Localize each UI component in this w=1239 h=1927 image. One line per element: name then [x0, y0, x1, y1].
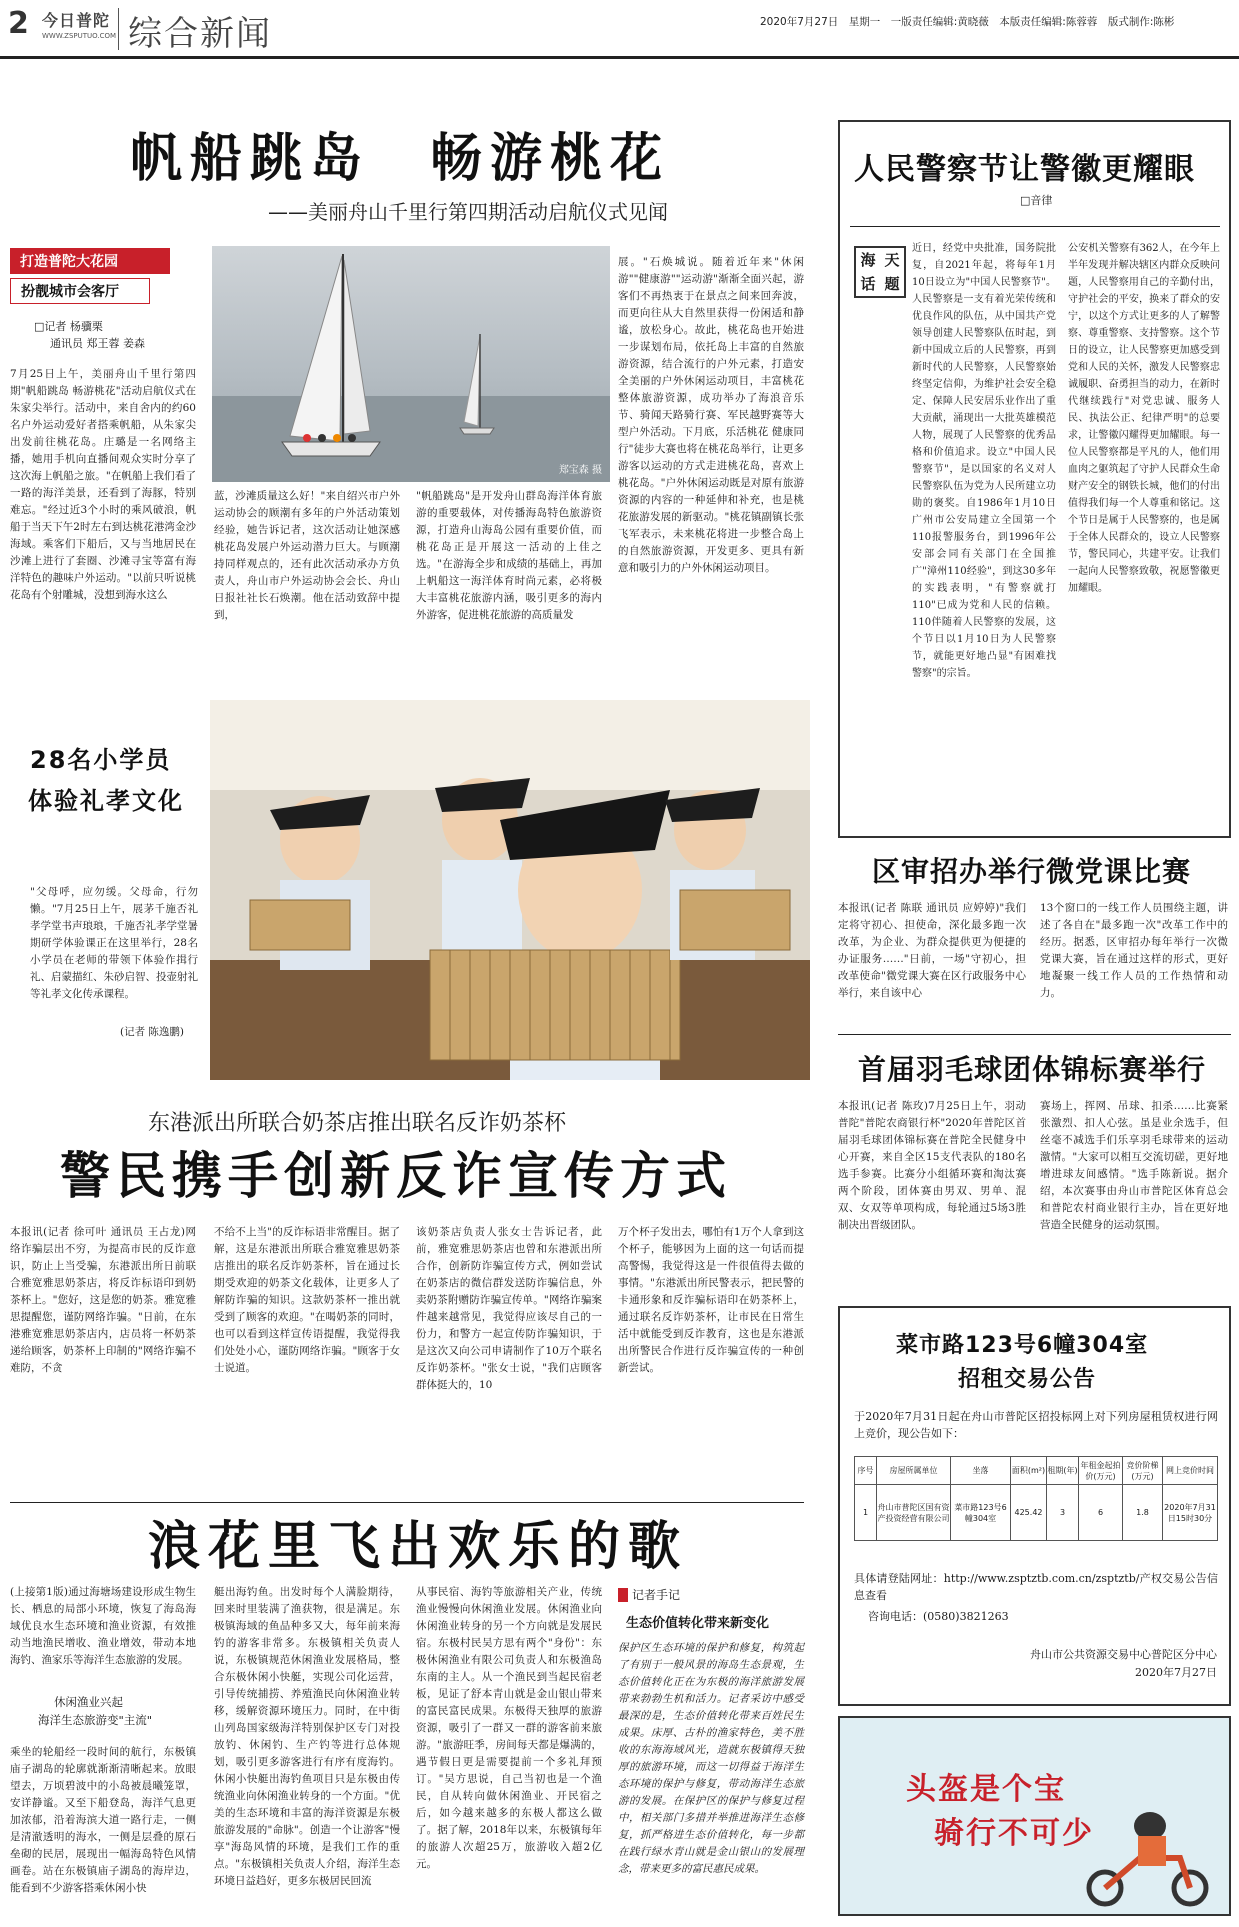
waves-col-1b: 乘坐的轮船经一段时间的航行，东极镇庙子湖岛的轮廓就渐渐清晰起来。放眼望去，万顷碧波中的小岛被晨曦笼罩，安详静谧。又至下船登岛，海洋气息更加浓郁，沿着海滨大道一路行走，一侧是清澈透明的海水，一侧是层叠的原石垒砌的民居，展现出一幅海岛特色风情画卷。站在东极镇庙子湖岛的海岸边，能看到不少游客搭乘休闲小快 [10, 1746, 196, 1894]
sail-headline: 帆船跳岛 畅游桃花 [130, 129, 671, 189]
sailboat-image [212, 246, 610, 482]
sail-col-2: 蓝，沙滩质量这么好！"来自绍兴市户外运动协会的顾潮有多年的户外活动策划经验，她告诉记者，这次活动让她深感桃花岛发展户外运动潜力巨大。与顾潮持同样观点的，还有此次活动承办方负责人，舟山市户外运动协会会长、舟山日报社社长石焕潮。他在活动致辞中提到， [214, 490, 400, 621]
notice-table [854, 1456, 1218, 1541]
paper-name-logo: 今日普陀 [42, 11, 111, 30]
sail-tag [10, 248, 170, 304]
police-col-2: 公安机关警察有362人，在今年上半年发现并解决辖区内群众反映问题，人民警察用自己的辛勤付出，守护社会的平安，换来了群众的安宁，以这个方式让更多的人了解警察、尊重警察、支持警察。这个节日的设立，让人民警察更加感受到党和人民的关怀，激发人民警察忠诚履职、奋勇担当的动力，在新时代继续践行"对党忠诚、服务人民、执法公正、纪律严明"的总要求，让警徽闪耀得更加耀眼。每一位人民警察都是平凡的人，他们用血肉之躯筑起了守护人民群众生命财产安全的钢铁长城，他们的付出值得我们每一个人尊重和铭记。这个节日是属于人民警察的，也是属于全体人民群众的，设立人民警察节，警民同心，共建平安。让我们一起向人民警察致敬，祝愿警徽更加耀眼。 [1068, 243, 1220, 594]
kids-text: "父母呼，应勿缓。父母命，行勿懒。"7月25日上午，展茅千施否礼孝学堂书声琅琅，千施否礼孝学堂暑期研学体验课正在这里举行，28名小学员在老师的带领下体验作揖行礼、启蒙描红、朱砂启智、投壶射礼等礼孝文化传承课程。 [30, 886, 198, 1000]
sail-subtitle: ——美丽舟山千里行第四期活动启航仪式见闻 [268, 200, 668, 224]
sail-photo-credit: 郑宝森 摄 [558, 465, 602, 476]
reporter-note-label [618, 1586, 680, 1603]
stamp-char-3: 话 [860, 275, 876, 293]
notice-table-header [855, 1457, 1218, 1485]
kids-headline-2: 体验礼孝文化 [28, 787, 184, 815]
notice-issuer: 舟山市公共资源交易中心普陀区分中心 [1030, 1648, 1217, 1661]
party-col-2: 13个窗口的一线工作人员围绕主题，讲述了各自在"最多跑一次"改革工作中的经历。据悉，区审招办每年举行一次微党课大赛，旨在通过这样的形式，更好地凝聚一线工作人员的工作热情和动力。 [1040, 902, 1228, 999]
masthead-divider [118, 8, 119, 50]
notice-title-2: 招租交易公告 [958, 1367, 1097, 1392]
masthead-info: 2020年7月27日 星期一 一版责任编辑:黄晓薇 本版责任编辑:陈蓉蓉 版式制作:陈彬 [760, 16, 1175, 28]
column-stamp [854, 246, 906, 298]
milktea-col-2: 不给不上当"的反诈标语非常醒目。据了解，这是东港派出所联合雅宽雅思奶茶店推出的联名反诈奶茶杯，旨在通过长期受欢迎的奶茶文化载体，让更多人了解防诈骗的知识。这款奶茶杯一推出就受到了顾客的欢迎。"在喝奶茶的同时，也可以看到这样宣传语提醒，我觉得我们处处小心，谨防网络诈骗。"顾客于女士说道。 [214, 1226, 400, 1374]
waves-rule-top [10, 1502, 804, 1503]
badminton-col-1: 本报讯(记者 陈玫)7月25日上午，羽动普陀"普陀农商银行杯"2020年普陀区首届羽毛球团体锦标赛在普陀全民健身中心开赛，来自全区15支代表队的180名选手参赛。比赛分小组循环赛和淘汰赛两个阶段，团体赛由男双、男单、混双、女双等单项构成，每轮通过5场3胜制决出晋级团队。 [838, 1100, 1026, 1231]
row-step: 1.8 [1123, 1485, 1163, 1541]
badminton-col-2: 赛场上，挥网、吊球、扣杀……比赛紧张激烈、扣人心弦。虽是业余选手，但丝毫不减选手们乐享羽毛球带来的运动激情。"大家可以相互交流切磋，更好地增进球友间感情。"选手陈新说。据介绍，本次赛事由舟山市普陀区体育总会和普陀农村商业银行主办，旨在更好地营造全民健身的运动氛围。 [1040, 1100, 1228, 1231]
row-rent: 6 [1079, 1485, 1123, 1541]
col-area: 面积(m²) [1011, 1457, 1047, 1485]
rental-notice-box [838, 1306, 1231, 1706]
stamp-char-1: 海 [860, 251, 876, 269]
row-location: 菜市路123号6幢304室 [951, 1485, 1011, 1541]
col-rent: 年租金起拍价(万元) [1079, 1457, 1123, 1485]
waves-headline: 浪花里飞出欢乐的歌 [148, 1517, 689, 1577]
sail-tag-line2: 扮靓城市会客厅 [10, 278, 150, 304]
milktea-headline: 警民携手创新反诈宣传方式 [60, 1147, 732, 1205]
kids-photo [210, 700, 810, 1080]
note-marker [618, 1588, 628, 1602]
stamp-char-2: 天 [884, 251, 900, 269]
masthead-rule [0, 56, 1239, 59]
row-owner: 舟山市普陀区国有资产投资经营有限公司 [877, 1485, 951, 1541]
milktea-col-3: 该奶茶店负责人张女士告诉记者，此前，雅宽雅思奶茶店也曾和东港派出所合作，创新防诈骗宣传方式，例如尝试在奶茶店的微信群发送防诈骗信息，外卖奶茶附赠防诈骗宣传单。"网络诈骗案件越来越常见，我觉得应该尽自己的一份力，和警方一起宣传防诈骗知识，于是这次又向公司申请制作了10万个联名反诈奶茶杯。"张女士说，"我们店顾客群体挺大的，10 [416, 1226, 602, 1391]
ad-line-2: 骑行不可少 [934, 1816, 1094, 1851]
row-index: 1 [855, 1485, 877, 1541]
milktea-col-4: 万个杯子发出去，哪怕有1万个人拿到这个杯子，能够因为上面的这一句话而提高警惕，我觉得这是一件很值得去做的事情。"东港派出所民警表示，把民警的卡通形象和反诈骗标语印在奶茶杯上，通过联名反诈奶茶杯，让市民在日常生活中就能受到反诈教育，这也是东港派出所警民合作进行反诈骗宣传的一种创新尝试。 [618, 1226, 804, 1374]
badminton-headline: 首届羽毛球团体锦标赛举行 [858, 1053, 1207, 1086]
kids-byline: (记者 陈逸鹏) [120, 1026, 185, 1038]
waves-col-3: 从事民宿、海钓等旅游相关产业，传统渔业慢慢向休闲渔业发展。休闲渔业向休闲渔业转身的另一个方向就是发展民宿。东极村民吴方思有两个"身份"：东极休闲渔业有限公司负责人和东极渔岛东南的主人。从一个渔民到当起民宿老板，见证了舒本青山就是金山银山带来的富民富民成果。东极得天独厚的旅游资源，吸引了一群又一群的游客前来旅游。"旅游旺季，房间每天都是爆满的，遇节假日更是需要提前一个多礼拜预订。"吴方思说，自己当初也是一个渔民，自从转向做休闲渔业、开民宿之后，如今越来越多的东极人都这么做了。据了解，2018年以来，东极镇每年的旅游人次超25万，旅游收入超2亿元。 [416, 1586, 602, 1870]
sail-byline-1: □记者 杨骥栗 [34, 320, 103, 333]
stamp-char-4: 题 [884, 275, 900, 293]
police-rule [850, 226, 1220, 227]
milktea-kicker: 东港派出所联合奶茶店推出联名反诈奶茶杯 [148, 1111, 567, 1136]
col-term: 租期(年) [1047, 1457, 1079, 1485]
kids-headline-1: 28名小学员 [30, 746, 172, 774]
party-rule [838, 1034, 1231, 1035]
notice-date: 2020年7月27日 [1135, 1666, 1217, 1679]
party-headline: 区审招办举行微党课比赛 [872, 855, 1192, 888]
waves-col-2: 艇出海钓鱼。出发时每个人满脸期待，回来时里装满了渔获物，很是满足。东极镇海域的鱼品种多又大，每年前来海钓的游客非常多。东极镇相关负责人说，东极镇规范休闲渔业发展格局，整合东极休闲小快艇，实现公司化运营，引导传统捕捞、养殖渔民向休闲渔业转移，缓解资源环境压力。同时，在中街山列岛国家级海洋特别保护区专门对投放钓、休闲钓、生产钓等进行总体规划，吸引更多游客进行有序有度海钓。休闲小快艇出海钓鱼项目只是东极由传统渔业向休闲渔业转身的一个方面。"优美的生态环境和丰富的海洋资源是东极旅游发展的"命脉"。创造一个让游客"慢享"海岛风情的环境，是我们工作的重点。"东极镇相关负责人介绍，海洋生态环境日益趋好，更多东极居民回流 [214, 1586, 400, 1887]
police-col-1b [854, 310, 1056, 820]
page-number: 2 [8, 6, 29, 41]
helmet-ad [838, 1716, 1231, 1916]
sail-tag-line1: 打造普陀大花园 [10, 248, 170, 274]
notice-intro: 于2020年7月31日起在舟山市普陀区招投标网上对下列房屋租赁权进行网上竞价，现公告如下： [854, 1410, 1218, 1440]
col-index: 序号 [855, 1457, 877, 1485]
row-term: 3 [1047, 1485, 1079, 1541]
students-image [210, 700, 810, 1080]
row-time: 2020年7月31日15时30分 [1163, 1485, 1218, 1541]
col-owner: 房屋所属单位 [877, 1457, 951, 1485]
section-title: 综合新闻 [128, 14, 272, 54]
waves-subhead-1: 休闲渔业兴起 [54, 1695, 123, 1709]
table-row [855, 1485, 1218, 1541]
notice-contact-url[interactable]: 具体请登陆网址：http://www.zsptztb.com.cn/zsptztb/产权交易公告信息查看 [854, 1572, 1218, 1602]
row-area: 425.42 [1011, 1485, 1047, 1541]
police-byline: □音律 [1020, 194, 1053, 207]
ad-line-1: 头盔是个宝 [906, 1772, 1066, 1807]
sail-col-4: 展。"石焕城说。随着近年来"休闲游""健康游""运动游"渐渐全面兴起，游客们不再热衷于在景点之间来回奔波，而更向往从大自然里获得一份闲适和静谧，放松身心。故此，桃花岛也开始进一步谋划布局，依托岛上丰富的自然旅游资源，结合流行的户外元素，打造安全美丽的户外休闲运动项目，丰富桃花整体旅游资源，成功举办了海浪音乐节、骑闻天路骑行赛、军民越野赛等大型户外活动。下月底，乐活桃花 健康同行"徒步大赛也将在桃花岛举行，让更多游客以运动的方式走进桃花岛，喜欢上桃花岛。"户外休闲运动既是对原有旅游资源的内容的一种延伸和补充，也是桃花旅游发展的新驱动。"桃花镇副镇长张飞军表示，未来桃花将进一步整合岛上的自然旅游资源，开发更多、更具有新意和吸引力的户外休闲运动项目。 [618, 256, 804, 574]
paper-site: WWW.ZSPUTUO.COM [42, 32, 117, 40]
sail-byline-2: 通讯员 郑王蓉 姜森 [50, 337, 145, 350]
police-headline: 人民警察节让警徽更耀眼 [854, 152, 1195, 187]
col-location: 坐落 [951, 1457, 1011, 1485]
waves-col-1: (上接第1版)通过海塘场建设形成生物生长、栖息的局部小环境，恢复了海岛海域优良水生态环境和渔业资源，有效推动当地渔民增收、渔业增效，带动本地海钓、渔家乐等海洋生态旅游的发展。 [10, 1586, 196, 1666]
col-step: 竞价阶梯(万元) [1123, 1457, 1163, 1485]
waves-subhead-2: 海洋生态旅游变"主流" [38, 1713, 153, 1727]
sail-photo [212, 246, 610, 482]
note-label-text: 记者手记 [632, 1588, 681, 1602]
milktea-col-1: 本报讯(记者 徐可叶 通讯员 王占龙)网络诈骗层出不穷，为提高市民的反诈意识，防止上当受骗，东港派出所日前联合雅宽雅思奶茶店，将反诈标语印到奶茶杯上。"您好，这是您的奶茶。雅宽雅思提醒您，谨防网络诈骗。"日前，在东港雅宽雅思奶茶店内，店员将一杯奶茶递给顾客，奶茶杯上印制的"网络诈骗不难防，不贪 [10, 1226, 196, 1374]
masthead [0, 0, 1239, 58]
notice-title-1: 菜市路123号6幢304室 [896, 1333, 1149, 1358]
police-col-1: 近日，经党中央批准，国务院批复，自2021年起，将每年1月10日设立为"中国人民警察节"。人民警察是一支有着光荣传统和优良作风的队伍，从中国共产党领导创建人民警察队伍时起，到新中国成立后的人民警察，再到新时代的人民警察，人民警察始终坚定信仰，为维护社会安全稳定、保障人民安居乐业作出了重大贡献，涌现出一大批英雄模范人物，展现了人民警察的优秀品格和价值追求。设立"中国人民警察节"，是以国家的名义对人民警察队伍为党为人民所建立功勋的褒奖。自1986年1月10日广州市公安局建立全国第一个110报警服务台，到1996年公安部会同有关部门在全国推广"漳州110经验"，到这30多年的实践表明，"有警察就打110"已成为党和人民的信赖。110伴随着人民警察的发展，这个节日以1月10日为人民警察节，就能更好地凸显"有困难找警察"的宗旨。 [912, 243, 1056, 679]
party-col-1: 本报讯(记者 陈联 通讯员 应婷婷)"我们定将守初心、担使命，深化最多跑一次改革，为企业、为群众提供更为便捷的办证服务……"日前，一场"守初心，担改革使命"微党课大赛在区行政服务中心举行，来自该中心 [838, 902, 1026, 999]
sail-col-3: "帆船跳岛"是开发舟山群岛海洋体育旅游的重要载体，对传播海岛特色旅游资源，打造舟山海岛公园有重要价值，而桃花岛正是开展这一活动的上佳之选。"在游海全步和成绩的基础上，再加上帆船这一海洋体育时尚元素，必将极大丰富桃花旅游内涵，吸引更多的海内外游客，促进桃花旅游的高质量发 [416, 490, 602, 621]
police-day-box [838, 120, 1231, 838]
note-title: 生态价值转化带来新变化 [626, 1616, 770, 1631]
col-time: 网上竞价时间 [1163, 1457, 1218, 1485]
notice-phone: 咨询电话：(0580)3821263 [868, 1610, 1009, 1623]
sail-col-1: 7月25日上午，美丽舟山千里行第四期"帆船跳岛 畅游桃花"活动启航仪式在朱家尖举行。活动中，来自舍内的约60名户外运动爱好者搭乘帆船，从朱家尖出发前往桃花岛。庄璐是一名网络主播，她用手机向直播间观众实时分享了这次海上帆船之旅。"在帆船上我们看了一路的海洋美景，还看到了海豚，特别难忘。"经过近3个小时的乘风破浪，帆船于当天下午2时左右到达桃花港湾金沙海域。乘客们下船后，又与当地居民在沙滩上进行了套圈、沙滩寻宝等富有海洋特色的趣味户外运动。"以前只听说桃花岛有个射雕城，没想到海水这么 [10, 368, 196, 601]
note-text: 保护区生态环境的保护和修复，构筑起了有别于一般风景的海岛生态景观，生态价值转化正在为东极的海洋旅游发展带来勃勃生机和活力。记者采访中感受最深的是，生态价值转化带来百姓民生成果。床厚、古朴的渔家特色，美不胜收的东海海域风光，造就东极镇得天独厚的旅游环境，而这一切得益于海洋生态环境的保护与修复，带动海洋生态旅游的发展。在保护区的保护与修复过程中，相关部门多措并举推进海洋生态修复，抓严格进生态价值转化，每一步都在践行绿水青山就是金山银山的发展理念，带来更多的富民惠民成果。 [618, 1642, 804, 1875]
